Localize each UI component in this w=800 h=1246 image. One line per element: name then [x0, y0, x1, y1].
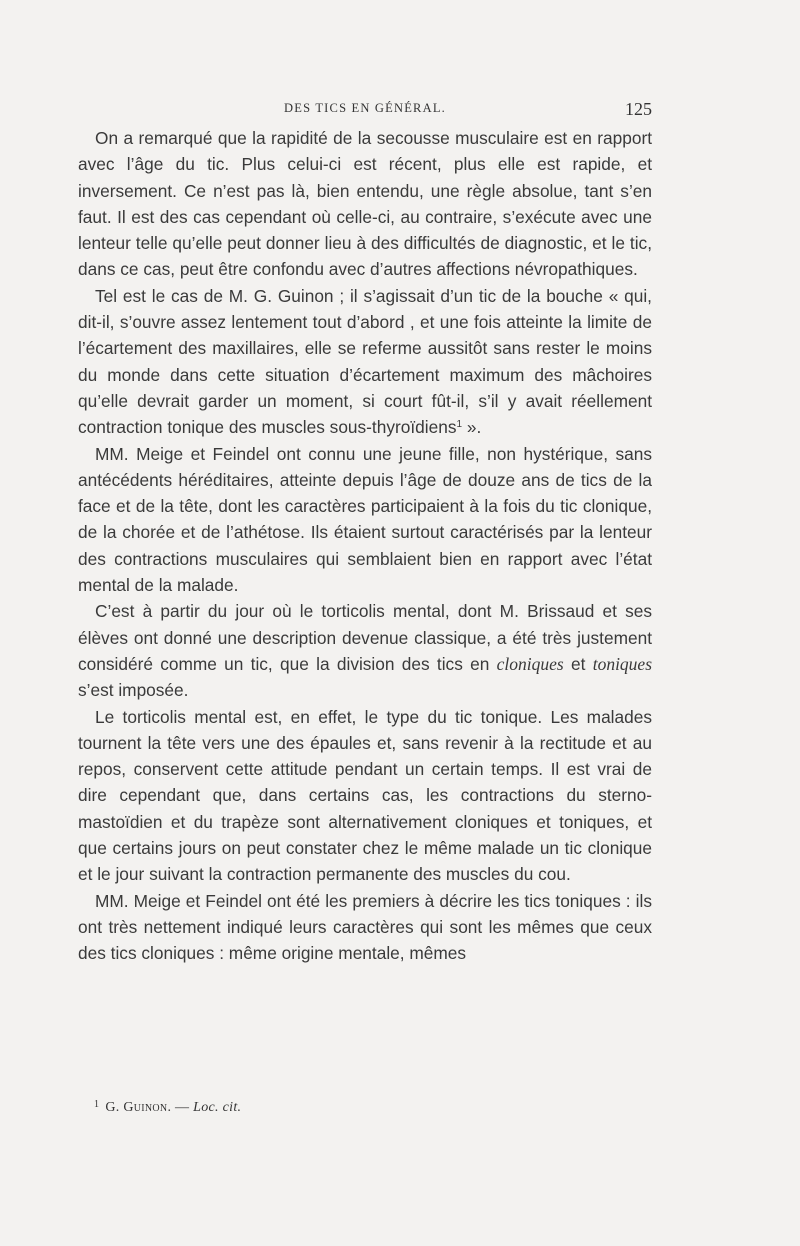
paragraph-6: MM. Meige et Feindel ont été les premiers à décrire les tics toniques : ils ont très nettement indiqué leurs caractères qui sont les mêmes que ceux des tics cloniques : même origine mentale, mêmes	[78, 890, 652, 964]
paragraph-2	[78, 283, 652, 441]
running-title: DES TICS EN GÉNÉRAL.	[284, 101, 446, 115]
footnote-dash: —	[171, 1100, 194, 1115]
body-text	[78, 125, 652, 967]
running-head	[78, 101, 652, 121]
term-toniques: toniques	[592, 653, 653, 674]
footnote-marker: 1	[94, 1099, 100, 1110]
paragraph-4	[78, 598, 652, 703]
paragraph-2-end: ».	[462, 417, 482, 438]
footnote	[94, 1099, 241, 1116]
paragraph-2-text: Tel est le cas de M. G. Guinon ; il s’agissait d’un tic de la bouche « qui, dit-il, s’ouvre assez lentement tout d’abord , et une fois atteinte la limite de l’écartement des maxillaires, elle se referme aussitôt sans rester le moins du monde dans cette situation d’écartement maximum des mâchoires qu’elle devrait garder un moment, si court fût-il, s’il y avait réellement contraction tonique des muscles sous-thyroïdiens	[78, 285, 652, 438]
paragraph-4-part-a: C’est à partir du jour où le torticolis mental, dont M. Brissaud et ses élèves ont donné une description devenue classique, a été très justement considéré comme un tic, que la division des tics en	[78, 601, 652, 674]
footnote-reference[interactable]: 1	[456, 419, 463, 431]
paragraph-1: On a remarqué que la rapidité de la secousse musculaire est en rapport avec l’âge du tic. Plus celui-ci est récent, plus elle est rapide, et inversement. Ce n’est pas là, bien entendu, une règle absolue, tant s’en faut. Il est des cas cependant où celle-ci, au contraire, s’exécute avec une lenteur telle qu’elle peut donner lieu à des difficultés de diagnostic, et le tic, dans ce cas, peut être confondu avec d’autres affections névropathiques.	[78, 128, 652, 280]
footnote-author: G. Guinon.	[105, 1100, 172, 1115]
term-cloniques: cloniques	[496, 653, 564, 674]
paragraph-4-part-b: et	[563, 653, 593, 674]
footnote-reference-text: Loc. cit.	[193, 1100, 242, 1115]
paragraph-3: MM. Meige et Feindel ont connu une jeune fille, non hystérique, sans antécédents héréditaires, atteinte depuis l’âge de douze ans de tics de la face et de la tête, dont les caractères participaient à la fois du tic clonique, de la chorée et de l’athétose. Ils étaient surtout caractérisés par la lenteur des contractions musculaires qui semblaient bien en rapport avec l’état mental de la malade.	[78, 443, 652, 596]
paragraph-5: Le torticolis mental est, en effet, le type du tic tonique. Les malades tournent la tête vers une des épaules et, sans revenir à la rectitude et au repos, conservent cette attitude pendant un certain temps. Il est vrai de dire cependant que, dans certains cas, les contractions du sterno-mastoïdien et du trapèze sont alternativement cloniques et toniques, et que certains jours on peut constater chez le même malade un tic clonique et le jour suivant la contraction permanente des muscles du cou.	[78, 706, 652, 885]
page-number: 125	[625, 99, 652, 119]
paragraph-4-part-c: s’est imposée.	[78, 680, 189, 701]
